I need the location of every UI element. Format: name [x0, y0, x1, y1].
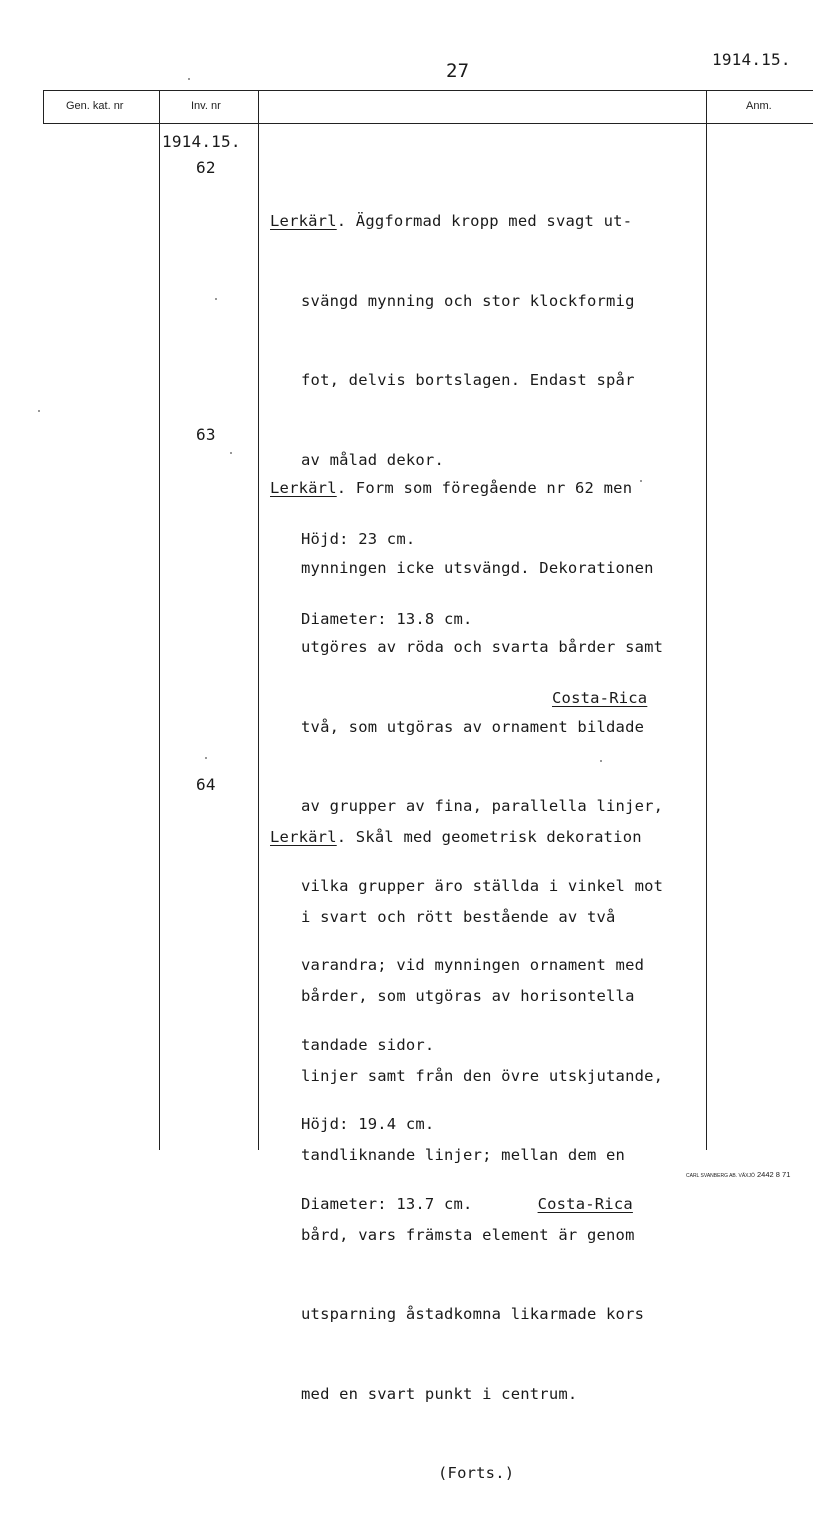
- entry-title: Lerkärl: [270, 212, 337, 230]
- entry-line: linjer samt från den övre utskjutande,: [301, 1066, 664, 1085]
- page-number: 27: [446, 60, 470, 82]
- scan-speck: [215, 298, 217, 300]
- entry-line: utsparning åstadkomna likarmade kors: [301, 1305, 645, 1323]
- entry-line: bårder, som utgöras av horisontella: [301, 987, 635, 1005]
- entry-line: Höjd: 19.4 cm.: [301, 1115, 435, 1133]
- entry-line: Höjd: 23 cm.: [301, 530, 416, 548]
- entry-line: mynningen icke utsvängd. Dekorationen: [301, 558, 654, 577]
- entry-line: Diameter: 13.7 cm.: [301, 1194, 473, 1213]
- column-divider-inv-text: [258, 90, 259, 1150]
- entry-number: 64: [196, 775, 216, 794]
- column-header-anm: Anm.: [746, 100, 772, 112]
- entry-line: tandade sidor.: [301, 1035, 435, 1054]
- entry-line: två, som utgöras av ornament bildade: [301, 717, 645, 736]
- printer-mark: [686, 1170, 790, 1179]
- entry-line: utgöres av röda och svarta bårder samt: [301, 638, 664, 656]
- entry-text: [270, 771, 710, 1540]
- scan-speck: [230, 452, 232, 454]
- entry-title: Lerkärl: [270, 828, 337, 846]
- entry-line: i svart och rött bestående av två: [301, 907, 616, 926]
- inventory-series: 1914.15.: [162, 132, 241, 151]
- entry-first-line: Lerkärl. Form som föregående nr 62 men: [270, 479, 633, 497]
- column-divider-gen-inv: [159, 90, 160, 1150]
- printer-code: 2442 8 71: [757, 1170, 791, 1179]
- entry-first-line: Lerkärl. Äggformad kropp med svagt ut-: [270, 212, 633, 230]
- entry-origin: Costa-Rica: [552, 689, 648, 707]
- scan-speck: [188, 78, 190, 80]
- entry-line: Diameter: 13.8 cm.: [301, 609, 473, 628]
- continued-note: (Forts.): [438, 1464, 515, 1482]
- entry-line: vilka grupper äro ställda i vinkel mot: [301, 876, 664, 895]
- entry-line: varandra; vid mynningen ornament med: [301, 956, 645, 974]
- entry-title: Lerkärl: [270, 479, 337, 497]
- column-header-gen-kat: Gen. kat. nr: [66, 100, 124, 112]
- entry-origin: Costa-Rica: [537, 1194, 633, 1213]
- entry-line: svängd mynning och stor klockformig: [301, 291, 635, 310]
- scan-speck: [640, 480, 642, 482]
- scan-speck: [600, 760, 602, 762]
- entry-number: 62: [196, 158, 216, 177]
- collection-number: 1914.15.: [712, 50, 791, 69]
- entry-first-line: Lerkärl. Skål med geometrisk dekoration: [270, 828, 642, 846]
- entry-line: bård, vars främsta element är genom: [301, 1225, 635, 1244]
- entry-line: tandliknande linjer; mellan dem en: [301, 1146, 626, 1164]
- column-divider-left-edge: [43, 90, 44, 124]
- scan-speck: [38, 410, 40, 412]
- entry-line: av grupper av fina, parallella linjer,: [301, 797, 664, 815]
- printer-company: CARL SVANBERG AB. VÄXJÖ: [686, 1173, 755, 1179]
- entry-number: 63: [196, 425, 216, 444]
- column-header-inv: Inv. nr: [191, 100, 221, 112]
- entry-line: fot, delvis bortslagen. Endast spår: [301, 371, 635, 389]
- entry-line: med en svart punkt i centrum.: [301, 1384, 578, 1403]
- entry-line: av målad dekor.: [301, 450, 444, 469]
- scan-speck: [205, 757, 207, 759]
